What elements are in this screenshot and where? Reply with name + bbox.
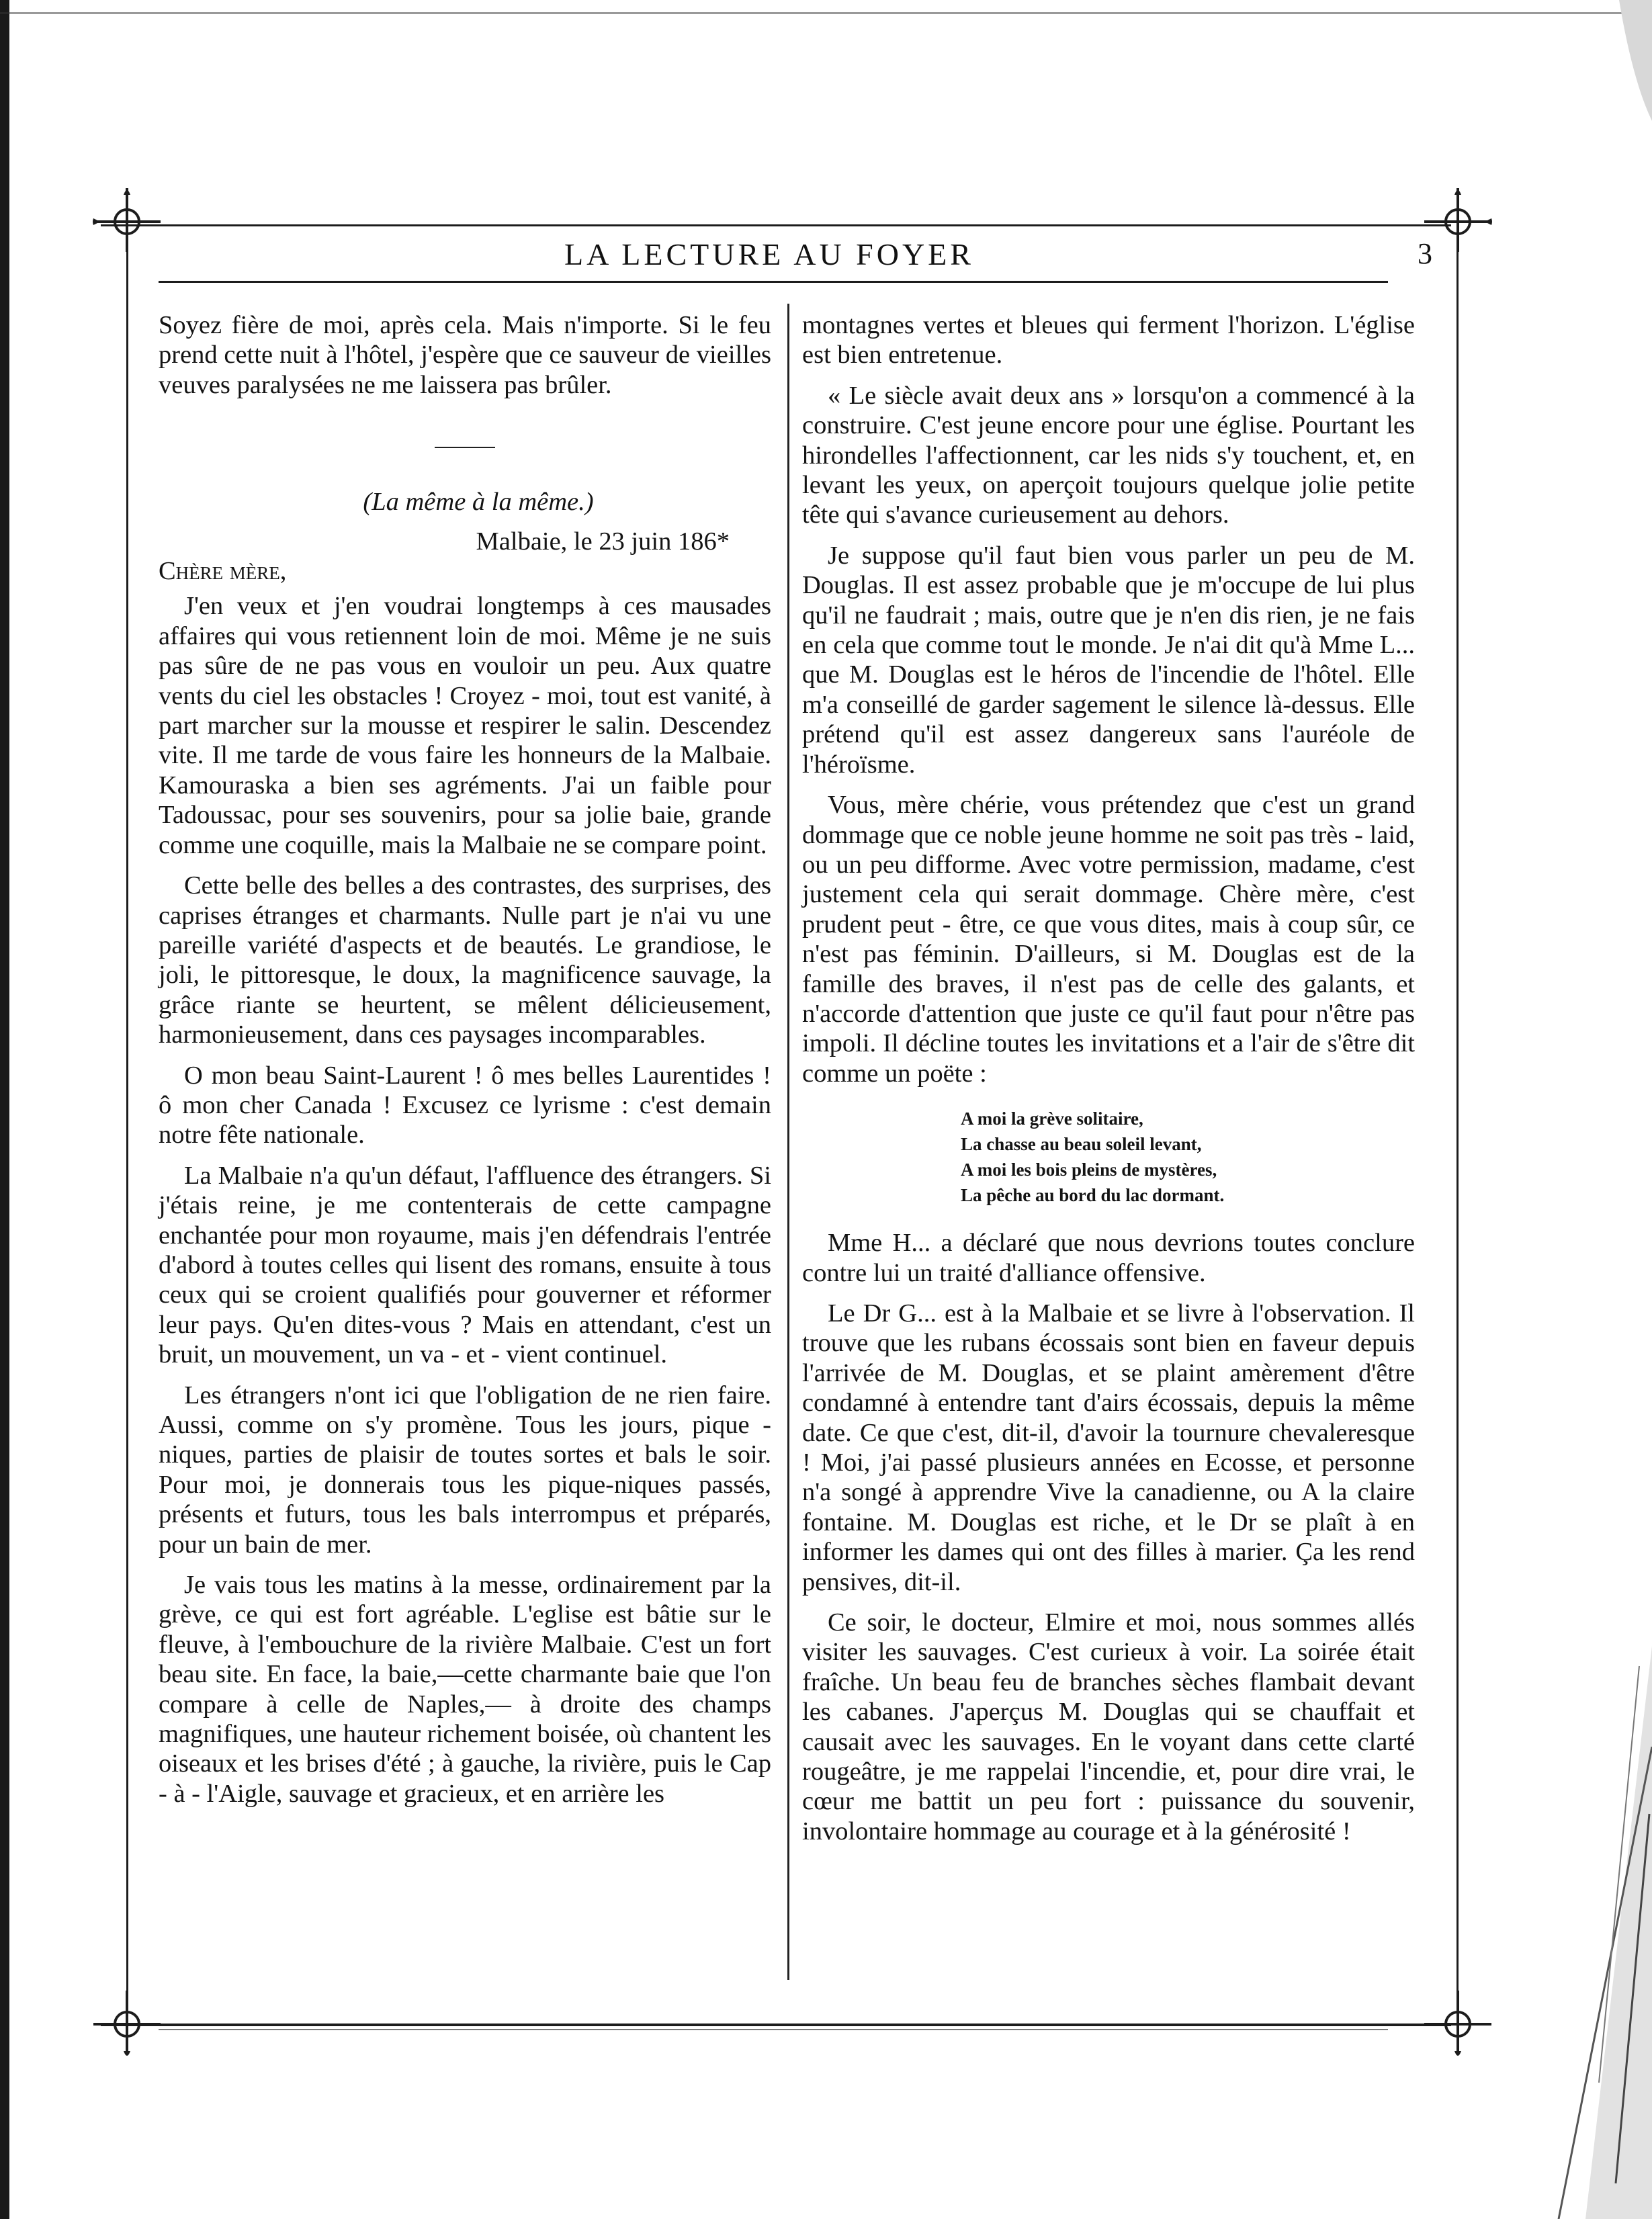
paragraph: Vous, mère chérie, vous prétendez que c'est un grand dommage que ce noble jeune homme ne soit pas très - laid, ou un peu difforme. Avec votre permission, madame, c'est justement cela qui serait dommage. Chère mère, c'est prudent peut - être, ce que vous dites, mais à coup sûr, ce n'est pas féminin. D'ailleurs, si M. Douglas est de la famille des braves, il n'est pas de celle des galants, et n'accorde d'attention que juste ce qu'il faut pour n'être pas impoli. Il décline toutes les invitations et a l'air de s'être dit comme un poëte : xyxy=(802,791,1415,1088)
top-edge-mark xyxy=(0,12,1652,14)
left-column xyxy=(159,310,771,1809)
header-underline xyxy=(159,281,1388,283)
paragraph: Soyez fière de moi, après cela. Mais n'importe. Si le feu prend cette nuit à l'hôtel, j'espère que ce sauveur de vieilles veuves paralysées ne me laissera pas brûler. xyxy=(159,311,771,399)
corner-ornament-top-left xyxy=(90,181,164,255)
frame-right-rule xyxy=(1457,235,1459,2009)
poem-line: La chasse au beau soleil levant, xyxy=(961,1134,1202,1155)
salutation: Chère mère, xyxy=(159,557,287,586)
paragraph: Ce soir, le docteur, Elmire et moi, nous sommes allés visiter les sauvages. C'est curieux à voir. La soirée était fraîche. Un beau feu de branches sèches flambait devant les cabanes. J'aperçus M. Douglas qui se chauffait et causait avec les sauvages. En le voyant dans cette clarté rougeâtre, je me rappelai l'incendie, et, pour dire vrai, le cœur me battit un peu fort : puissance du souvenir, involontaire hommage au courage et à la générosité ! xyxy=(802,1608,1415,1845)
scan-edge-artifact xyxy=(1465,0,1652,2219)
paragraph: Je vais tous les matins à la messe, ordinairement par la grève, ce qui est fort agréable. L'eglise est bâtie sur le fleuve, à l'embouchure de la rivière Malbaie. C'est un fort beau site. En face, la baie,—cette charmante baie que l'on compare à celle de Naples,— à droite des champs magnifiques, une hauteur richement boisée, où chantent les oiseaux et les brises d'été ; à gauche, la rivière, puis le Cap - à - l'Aigle, sauvage et gracieux, et en arrière les xyxy=(159,1571,771,1808)
paragraph: Les étrangers n'ont ici que l'obligation de ne rien faire. Aussi, comme on s'y promène. Tous les jours, pique - niques, parties de plaisir de toutes sortes et bals le soir. Pour moi, je donnerais tous les pique-niques passés, présents et futurs, tous les bals interrompus et préparés, pour un bain de mer. xyxy=(159,1381,771,1559)
paragraph: Je suppose qu'il faut bien vous parler un peu de M. Douglas. Il est assez probable que je m'occupe de lui plus qu'il ne faudrait ; mais, outre que je n'en dis rien, je ne fais en cela que comme tout le monde. Je n'ai dit qu'à Mme L... que M. Douglas est le héros de l'incendie de l'hôtel. Elle m'a conseillé de garder sagement le silence là-dessus. Elle prétend qu'il est assez dangereux sans l'auréole de l'héroïsme. xyxy=(802,541,1415,779)
poem-quote xyxy=(961,1106,1415,1208)
running-head: LA LECTURE AU FOYER xyxy=(564,237,974,271)
paragraph: montagnes vertes et bleues qui ferment l'horizon. L'église est bien entretenue. xyxy=(802,311,1415,369)
frame-top-rule xyxy=(101,224,1451,226)
page-number: 3 xyxy=(1418,237,1432,270)
poem-line: La pêche au bord du lac dormant. xyxy=(961,1185,1225,1206)
dateline: Malbaie, le 23 juin 186* xyxy=(476,527,730,556)
paragraph: Le Dr G... est à la Malbaie et se livre à l'observation. Il trouve que les rubans écossais sont bien en faveur depuis l'arrivée de M. Douglas, et se plaint amèrement d'être condamné à entendre tant d'airs écossais, depuis la même date. Ce que c'est, dit-il, d'avoir la tournure chevaleresque ! Moi, j'ai passé plusieurs années en Ecosse, et personne n'a songé à apprendre Vive la canadienne, ou A la claire fontaine. M. Douglas est riche, et le Dr se plaît à en informer les dames qui ont des filles à marier. Ça les rend pensives, dit-il. xyxy=(802,1299,1415,1596)
paragraph: Cette belle des belles a des contrastes, des surprises, des caprises étranges et charmants. Nulle part je n'ai vu une pareille variété d'aspects et de beautés. Le grandiose, le joli, le pittoresque, le doux, la magnificence sauvage, la grâce riante se heurtent, se mêlent délicieusement, harmonieusement, dans ces paysages incomparables. xyxy=(159,871,771,1049)
frame-left-rule xyxy=(126,235,128,2009)
letter-heading: (La même à la même.) xyxy=(363,488,594,517)
paragraph: J'en veux et j'en voudrai longtemps à ces mausades affaires qui vous retiennent loin de moi. Même je ne suis pas sûre de ne pas vous en vouloir un peu. Aux quatre vents du ciel les obstacles ! Croyez - moi, tout est vanité, à part marcher sur la mousse et respirer le salin. Descendez vite. Il me tarde de vous faire les honneurs de la Malbaie. Kamouraska a bien ses agréments. J'ai un faible pour Tadoussac, pour ses souvenirs, pour sa jolie baie, grande comme une coquille, mais la Malbaie ne se compare point. xyxy=(159,592,771,859)
paragraph: O mon beau Saint-Laurent ! ô mes belles Laurentides ! ô mon cher Canada ! Excusez ce lyrisme : c'est demain notre fête nationale. xyxy=(159,1061,771,1149)
poem-line: A moi la grève solitaire, xyxy=(961,1108,1143,1129)
frame-bottom-rule-inner xyxy=(159,2029,1388,2030)
paragraph: La Malbaie n'a qu'un défaut, l'affluence des étrangers. Si j'étais reine, je me contenterais de cette campagne enchantée pour mon royaume, mais j'en défendrais l'entrée d'abord à toutes celles qui lisent des romans, ensuite à tous ceux qui se croient qualifiés pour gouverner et réformer leur pays. Qu'en dites-vous ? Mais en attendant, c'est un bruit, un mouvement, un va - et - vient continuel. xyxy=(159,1161,771,1369)
frame-bottom-rule xyxy=(101,2024,1451,2026)
paragraph: Mme H... a déclaré que nous devrions toutes conclure contre lui un traité d'alliance offensive. xyxy=(802,1229,1415,1287)
binding-edge xyxy=(0,0,9,2219)
poem-line: A moi les bois pleins de mystères, xyxy=(961,1160,1217,1180)
paragraph: « Le siècle avait deux ans » lorsqu'on a commencé à la construire. C'est jeune encore pour une église. Pourtant les hirondelles l'affectionnent, car les nids s'y touchent, et, en levant les yeux, on aperçoit toujours quelque jolie petite tête qui s'avance curieusement au dehors. xyxy=(802,381,1415,529)
column-divider xyxy=(787,304,789,1980)
right-column xyxy=(802,310,1415,1846)
corner-ornament-bottom-left xyxy=(90,1987,164,2061)
section-separator xyxy=(435,447,495,448)
